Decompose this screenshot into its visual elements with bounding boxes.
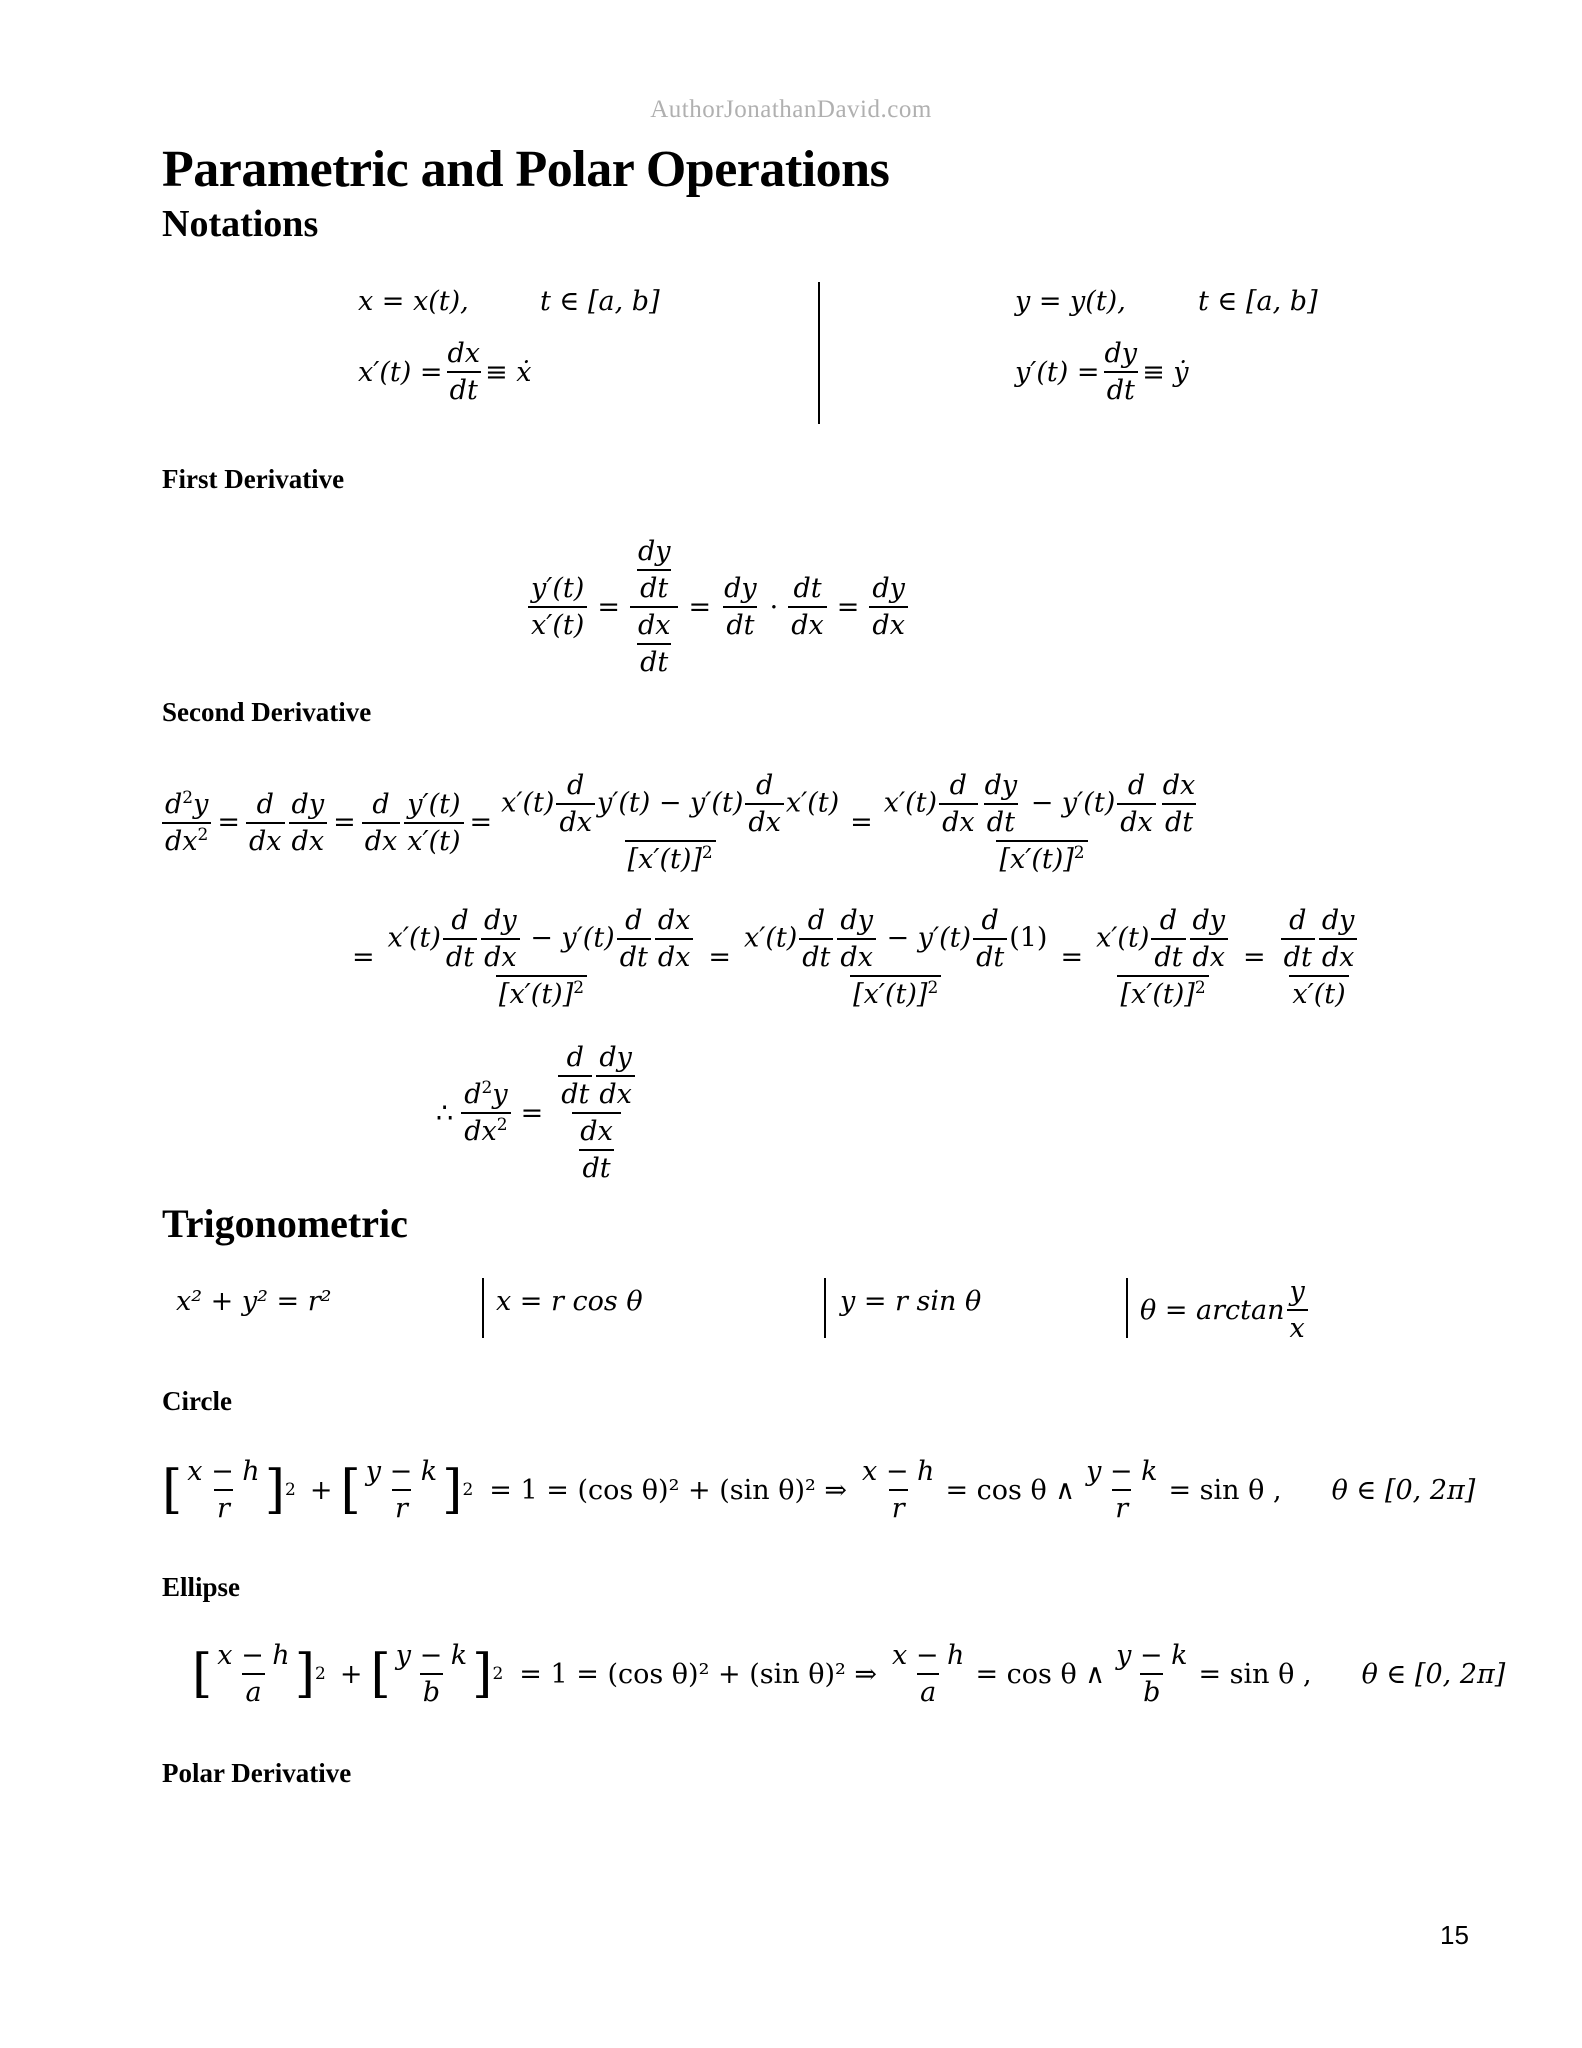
- trig-eq-y: y = r sin θ: [840, 1286, 982, 1317]
- x-prime-label: x′(t) =: [358, 356, 443, 388]
- ellipse-sin: = sin θ ,: [1198, 1658, 1312, 1690]
- notation-x-domain: t ∈ [a, b]: [540, 286, 660, 317]
- section-polar-derivative: Polar Derivative: [162, 1758, 352, 1788]
- notation-x-def: x = x(t),: [358, 286, 469, 317]
- page-title: Parametric and Polar Operations: [162, 141, 890, 198]
- ellipse-domain: θ ∈ [0, 2π]: [1361, 1658, 1506, 1690]
- site-header: AuthorJonathanDavid.com: [650, 96, 932, 123]
- second-derivative-line-2: = x′(t) $\frac{d}{dt}$ $\frac{dy}{dx}$ − y′(t) $\frac{d}{dt}$ $\frac{dx}{dx}$ $[x'(t)]^2$ = x′(t) $\frac{d}{dt}$ $\frac{dy}{dx}$ − y′(t) $\frac{d}{dt}$ (1) $[x'(t)]^2$ = x′(t) $\frac{d}{dt}$ $\frac{dy}{dx}$ $[x'(t)]^2$ = $\frac{d}{dt}$ $\frac{dy}{dx}$ x′(t): [344, 905, 1364, 1010]
- page-number: 15: [1440, 1920, 1469, 1950]
- second-derivative-line-1: $\frac{d^2y}{dx^2}$ = $\frac{d}{dx}$ $\frac{dy}{dx}$ = $\frac{d}{dx}$ $\frac{y'(t)}{x'(t)}$ = x′(t) $\frac{d}{dx}$ y′(t) − y′(t) $\frac{d}{dx}$ x′(t) $[x'(t)]^2$ = x′(t) $\frac{d}{dx}$ $\frac{dy}{dt}$ − y′(t) $\frac{d}{dx}$ $\frac{dx}{dt}$ $[x'(t)]^2$: [160, 770, 1205, 875]
- section-trigonometric: Trigonometric: [162, 1201, 408, 1246]
- trig-divider-2: [824, 1278, 826, 1338]
- ellipse-equation: [ $\frac{x - h}{a}$ ] 2 + [ $\frac{y - k}{b}$ ] 2 = 1 = (cos θ)² + (sin θ)² ⇒ $\frac{x - h}{a}$ = cos θ ∧ $\frac{y - k}{b}$ = sin θ , θ ∈ [0, 2π]: [192, 1640, 1506, 1709]
- trig-eq-pythagorean: x² + y² = r²: [176, 1286, 332, 1317]
- x-dot: ≡ ẋ: [485, 356, 532, 388]
- notation-y-prime: y′(t) = $\frac{dy}{dt}$ ≡ ẏ: [1015, 338, 1189, 407]
- circle-equation: [ $\frac{x - h}{r}$ ] 2 + [ $\frac{y - k}{r}$ ] 2 = 1 = (cos θ)² + (sin θ)² ⇒ $\frac{x - h}{r}$ = cos θ ∧ $\frac{y - k}{r}$ = sin θ , θ ∈ [0, 2π]: [162, 1456, 1476, 1525]
- section-circle: Circle: [162, 1386, 232, 1416]
- circle-domain: θ ∈ [0, 2π]: [1331, 1474, 1476, 1506]
- circle-mid: = 1 = (cos θ)² + (sin θ)² ⇒: [489, 1474, 848, 1506]
- notation-x-prime: x′(t) = $\frac{dx}{dt}$ ≡ ẋ: [358, 338, 532, 407]
- notation-y-domain: t ∈ [a, b]: [1198, 286, 1318, 317]
- trig-eq-x: x = r cos θ: [496, 1286, 643, 1317]
- section-first-derivative: First Derivative: [162, 464, 345, 494]
- first-derivative-equation: $\frac{y'(t)}{x'(t)}$ = $\frac{\frac{dy}{dt}}{\frac{dx}{dt}}$ = $\frac{dy}{dt}$ · $\frac{dt}{dx}$ = $\frac{dy}{dx}$: [526, 536, 910, 678]
- circle-cos: = cos θ ∧: [945, 1474, 1076, 1506]
- notation-y-def: y = y(t),: [1015, 286, 1126, 317]
- y-prime-label: y′(t) =: [1015, 356, 1100, 388]
- section-ellipse: Ellipse: [162, 1572, 241, 1602]
- section-second-derivative: Second Derivative: [162, 697, 372, 727]
- section-notations: Notations: [162, 203, 319, 245]
- second-derivative-result: ∴ $\frac{d^2y}{dx^2}$ = $\frac{d}{dt}$ $\frac{dy}{dx}$ $\frac{dx}{dt}$: [436, 1042, 642, 1184]
- trig-divider-1: [482, 1278, 484, 1338]
- ellipse-mid: = 1 = (cos θ)² + (sin θ)² ⇒: [519, 1658, 878, 1690]
- trig-eq-theta-label: θ = arctan: [1140, 1294, 1285, 1326]
- trig-eq-theta: θ = arctan $\frac{y}{x}$: [1140, 1276, 1310, 1344]
- trig-divider-3: [1126, 1278, 1128, 1338]
- circle-sin: = sin θ ,: [1168, 1474, 1282, 1506]
- notation-divider: [818, 282, 820, 424]
- ellipse-cos: = cos θ ∧: [975, 1658, 1106, 1690]
- y-dot: ≡ ẏ: [1142, 356, 1189, 388]
